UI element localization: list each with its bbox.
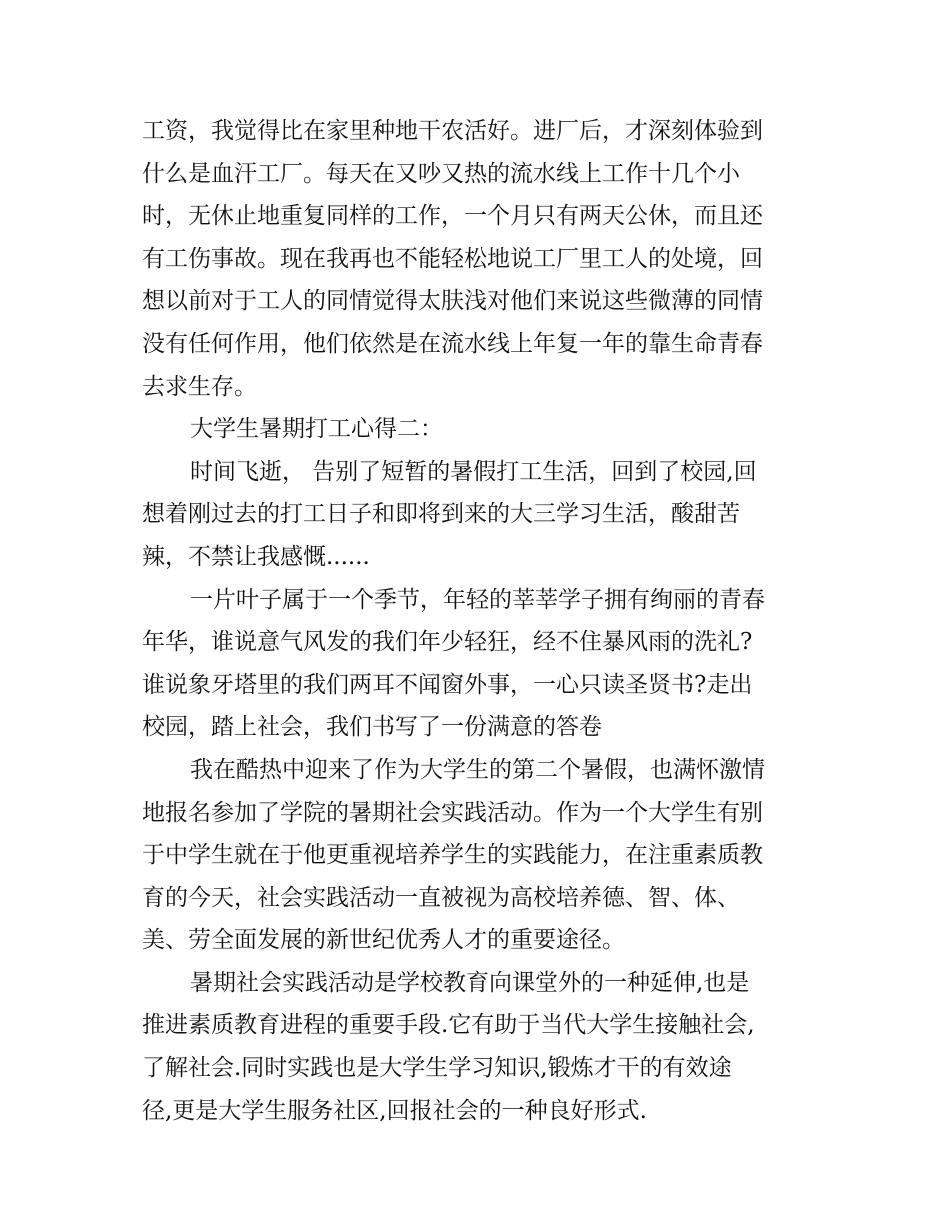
section-heading: 大学生暑期打工心得二：: [190, 416, 443, 443]
text-line: 想着刚过去的打工日子和即将到来的大三学习生活，酸甜苦: [142, 501, 740, 528]
document-body: [142, 110, 814, 1132]
text-line: 想以前对于工人的同情觉得太肤浅对他们来说这些微薄的同情: [142, 288, 763, 315]
text-line: 美、劳全面发展的新世纪优秀人才的重要途径。: [142, 927, 625, 954]
text-line: 辣，不禁让我感慨......: [142, 543, 370, 570]
text-line: 暑期社会实践活动是学校教育向课堂外的一种延伸,也是: [190, 969, 750, 996]
text-line: 地报名参加了学院的暑期社会实践活动。作为一个大学生有别: [142, 799, 763, 826]
text-line: 一片叶子属于一个季节，年轻的莘莘学子拥有绚丽的青春: [190, 586, 765, 613]
text-line: 有工伤事故。现在我再也不能轻松地说工厂里工人的处境，回: [142, 245, 763, 272]
text-line: 没有任何作用，他们依然是在流水线上年复一年的靠生命青春: [142, 330, 763, 357]
text-line: 了解社会.同时实践也是大学生学习知识,锻炼才干的有效途: [142, 1055, 732, 1082]
text-line: 校园，踏上社会，我们书写了一份满意的答卷: [142, 714, 602, 741]
text-line: 年华，谁说意气风发的我们年少轻狂，经不住暴风雨的洗礼?: [142, 629, 753, 656]
text-line: 径,更是大学生服务社区,回报社会的一种良好形式.: [142, 1097, 647, 1124]
text-line: 什么是血汗工厂。每天在又吵又热的流水线上工作十几个小: [142, 160, 740, 187]
text-line: 我在酷热中迎来了作为大学生的第二个暑假，也满怀激情: [190, 756, 765, 783]
text-line: 去求生存。: [142, 373, 257, 400]
text-line: 推进素质教育进程的重要手段.它有助于当代大学生接触社会,: [142, 1012, 755, 1039]
text-line: 谁说象牙塔里的我们两耳不闻窗外事，一心只读圣贤书?走出: [142, 671, 753, 698]
text-line: 时，无休止地重复同样的工作，一个月只有两天公休，而且还: [142, 203, 763, 230]
text-line: 育的今天，社会实践活动一直被视为高校培养德、智、体、: [142, 884, 740, 911]
text-line: 时间飞逝， 告别了短暂的暑假打工生活，回到了校园,回: [190, 458, 757, 485]
text-line: 于中学生就在于他更重视培养学生的实践能力，在注重素质教: [142, 842, 763, 869]
text-line: 工资，我觉得比在家里种地干农活好。进厂后，才深刻体验到: [142, 118, 763, 144]
